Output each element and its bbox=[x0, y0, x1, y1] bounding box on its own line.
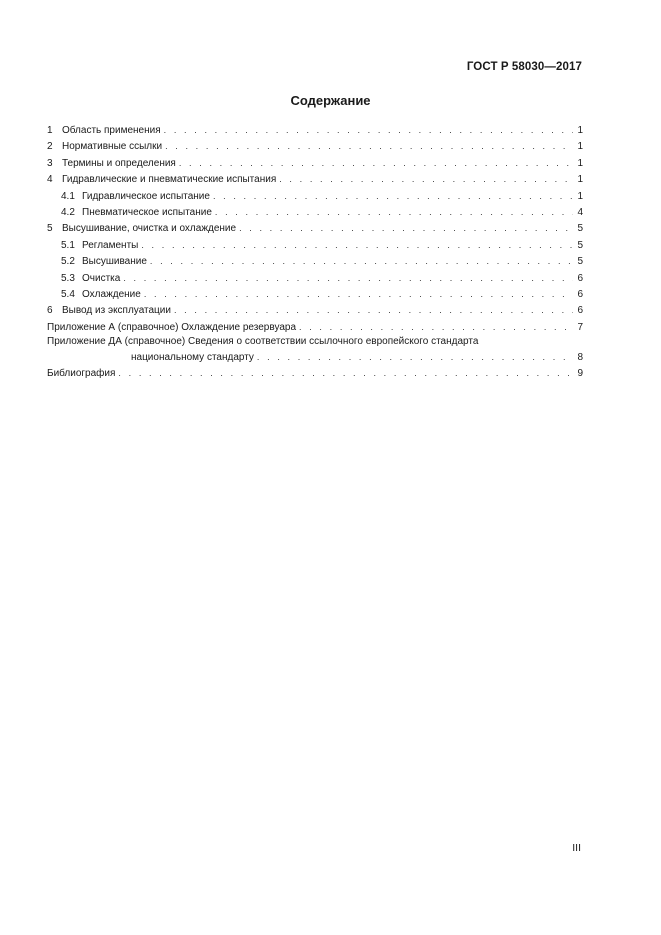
table-of-contents bbox=[47, 122, 583, 381]
toc-entry-number: 4 bbox=[47, 174, 53, 186]
toc-entry-title: Гидравлические и пневматические испытания bbox=[62, 174, 277, 186]
toc-leader-dots bbox=[213, 188, 573, 204]
toc-entry-page: 1 bbox=[577, 141, 583, 153]
page-number: III bbox=[572, 842, 581, 854]
toc-entry-title-line1: Приложение ДА (справочное) Сведения о соответствии ссылочного европейского стандарта bbox=[47, 336, 479, 348]
toc-leader-dots bbox=[279, 171, 573, 187]
toc-entry-title: Нормативные ссылки bbox=[62, 141, 163, 153]
toc-entry-title-line2: национальному стандарту bbox=[131, 351, 254, 363]
toc-entry-4-1[interactable] bbox=[47, 188, 583, 204]
toc-entry-4[interactable] bbox=[47, 171, 583, 187]
toc-leader-dots bbox=[239, 220, 573, 236]
toc-entry-page: 5 bbox=[577, 256, 583, 268]
toc-entry-page: 6 bbox=[577, 272, 583, 284]
toc-entry-page: 1 bbox=[577, 174, 583, 186]
toc-entry-page: 6 bbox=[577, 305, 583, 317]
toc-leader-dots bbox=[150, 253, 573, 269]
toc-leader-dots bbox=[164, 122, 573, 138]
toc-entry-number: 3 bbox=[47, 157, 53, 169]
toc-entry-annex-a[interactable] bbox=[47, 319, 583, 335]
toc-entry-title: Высушивание bbox=[82, 256, 147, 268]
toc-entry-page: 1 bbox=[577, 157, 583, 169]
toc-entry-page: 5 bbox=[577, 239, 583, 251]
toc-entry-2[interactable] bbox=[47, 138, 583, 154]
toc-entry-title: Приложение А (справочное) Охлаждение резервуара bbox=[47, 321, 297, 333]
toc-entry-5-3[interactable] bbox=[47, 270, 583, 286]
toc-entry-number: 1 bbox=[47, 125, 53, 136]
toc-leader-dots bbox=[215, 204, 573, 220]
toc-entry-number: 5.4 bbox=[61, 288, 75, 300]
toc-leader-dots bbox=[144, 286, 573, 302]
toc-entry-number: 4.2 bbox=[61, 206, 75, 218]
toc-entry-page: 9 bbox=[577, 367, 583, 379]
toc-entry-title: Охлаждение bbox=[82, 288, 141, 300]
toc-entry-page: 5 bbox=[577, 223, 583, 235]
toc-entry-page: 8 bbox=[577, 351, 583, 363]
toc-leader-dots bbox=[174, 302, 573, 318]
toc-entry-1[interactable] bbox=[47, 122, 583, 138]
toc-entry-page: 7 bbox=[577, 321, 583, 333]
toc-entry-4-2[interactable] bbox=[47, 204, 583, 220]
toc-entry-title: Вывод из эксплуатации bbox=[62, 305, 171, 317]
toc-leader-dots bbox=[299, 319, 573, 335]
toc-entry-number: 5.1 bbox=[61, 239, 75, 251]
toc-entry-title-line2-row bbox=[47, 350, 583, 365]
toc-leader-dots bbox=[141, 237, 573, 253]
standard-designation: ГОСТ Р 58030—2017 bbox=[466, 61, 582, 73]
toc-entry-title: Библиография bbox=[47, 367, 116, 379]
toc-entry-title: Область применения bbox=[62, 125, 161, 136]
toc-entry-title: Очистка bbox=[82, 272, 121, 284]
toc-entry-title: Регламенты bbox=[82, 239, 139, 251]
toc-entry-title: Высушивание, очистка и охлаждение bbox=[62, 223, 237, 235]
toc-entry-number: 4.1 bbox=[61, 190, 75, 202]
toc-leader-dots bbox=[257, 350, 573, 365]
toc-leader-dots bbox=[179, 155, 573, 171]
toc-entry-3[interactable] bbox=[47, 155, 583, 171]
toc-entry-5-4[interactable] bbox=[47, 286, 583, 302]
toc-leader-dots bbox=[165, 138, 573, 154]
toc-entry-5[interactable] bbox=[47, 220, 583, 236]
toc-entry-number: 5 bbox=[47, 223, 53, 235]
toc-entry-page: 1 bbox=[577, 190, 583, 202]
toc-entry-number: 5.2 bbox=[61, 256, 75, 268]
toc-entry-annex-da[interactable] bbox=[47, 335, 583, 365]
toc-entry-number: 5.3 bbox=[61, 272, 75, 284]
toc-entry-6[interactable] bbox=[47, 302, 583, 318]
toc-entry-title: Пневматическое испытание bbox=[82, 206, 212, 218]
toc-entry-5-1[interactable] bbox=[47, 237, 583, 253]
toc-entry-number: 6 bbox=[47, 305, 53, 317]
toc-entry-number: 2 bbox=[47, 141, 53, 153]
toc-leader-dots bbox=[123, 270, 573, 286]
toc-entry-title: Термины и определения bbox=[62, 157, 176, 169]
page-title: Содержание bbox=[290, 93, 371, 108]
toc-entry-page: 6 bbox=[577, 288, 583, 300]
toc-entry-page: 4 bbox=[577, 206, 583, 218]
toc-entry-5-2[interactable] bbox=[47, 253, 583, 269]
toc-entry-bibliography[interactable] bbox=[47, 365, 583, 381]
toc-entry-page: 1 bbox=[577, 125, 583, 136]
toc-leader-dots bbox=[118, 365, 573, 381]
toc-entry-title: Гидравлическое испытание bbox=[82, 190, 210, 202]
